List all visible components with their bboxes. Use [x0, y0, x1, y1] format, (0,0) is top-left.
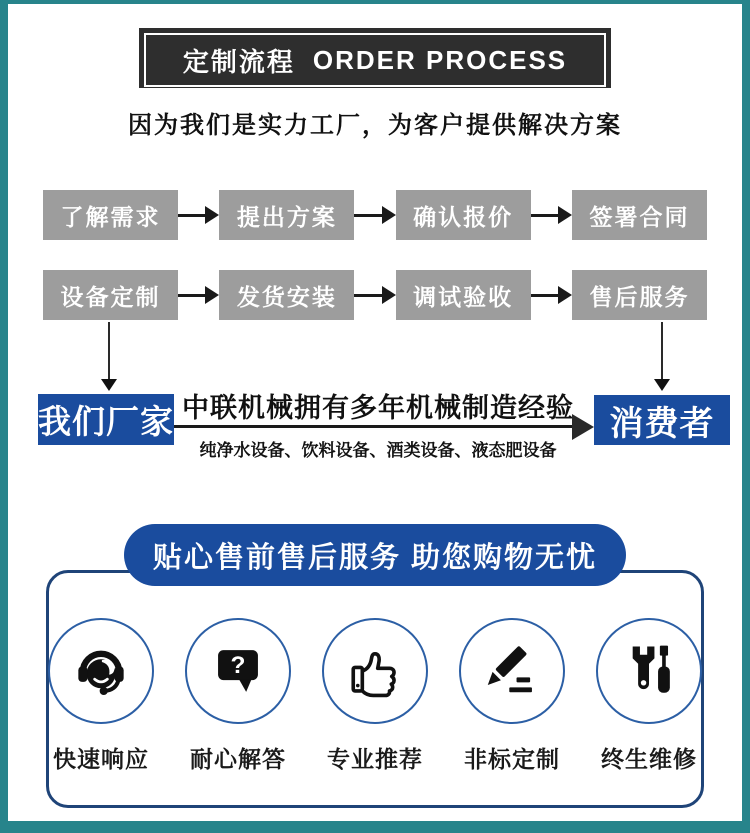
- order-process-banner: [139, 28, 611, 88]
- factory-consumer-band: [8, 322, 742, 467]
- services-title: 贴心售前售后服务 助您购物无忧: [124, 524, 626, 586]
- flow-step-sign-contract: 签署合同: [572, 190, 707, 240]
- arrow-right-icon: [178, 214, 205, 217]
- our-factory-box: 我们厂家: [38, 394, 174, 445]
- arrow-down-icon: [108, 322, 110, 380]
- pencil-custom-icon: [459, 618, 565, 724]
- service-item-pro-recommend: [320, 618, 430, 774]
- svg-text:?: ?: [230, 652, 246, 680]
- question-bubble-icon: [185, 618, 291, 724]
- services-section: [8, 524, 742, 808]
- arrow-right-icon: [354, 214, 381, 217]
- factory-subtitle: 因为我们是实力工厂，为客户提供解决方案: [128, 112, 622, 139]
- order-process-banner-inner: [144, 33, 606, 87]
- experience-text: 中联机械拥有多年机械制造经验: [182, 393, 574, 423]
- arrow-right-icon: [531, 294, 558, 297]
- equipment-list-text: 纯净水设备、饮料设备、酒类设备、液态肥设备: [199, 441, 557, 460]
- service-item-lifetime-repair: [594, 618, 704, 774]
- flow-step-ship-install: 发货安装: [219, 270, 354, 320]
- flow-step-debug-accept: 调试验收: [396, 270, 531, 320]
- services-features: [46, 618, 704, 774]
- headset-agent-icon: [48, 618, 154, 724]
- service-item-custom-design: [457, 618, 567, 774]
- service-label: 终生维修: [601, 746, 697, 772]
- consumer-box: 消费者: [594, 395, 730, 445]
- flow-step-propose-plan: 提出方案: [219, 190, 354, 240]
- flow-step-after-sales: 售后服务: [572, 270, 707, 320]
- service-label: 非标定制: [464, 746, 560, 772]
- service-label: 专业推荐: [327, 746, 423, 772]
- service-item-patient-answers: [183, 618, 293, 774]
- flow-step-equipment-custom: 设备定制: [43, 270, 178, 320]
- flow-step-confirm-quote: 确认报价: [396, 190, 531, 240]
- service-label: 快速响应: [53, 746, 149, 772]
- flow-step-understand-needs: 了解需求: [43, 190, 178, 240]
- arrow-right-icon: [178, 294, 205, 297]
- banner-title-zh: 定制流程: [182, 46, 295, 77]
- flow-row-2: [43, 270, 707, 320]
- thumbs-up-icon: [322, 618, 428, 724]
- flow-row-1: [43, 190, 707, 240]
- service-label: 耐心解答: [190, 746, 286, 772]
- arrow-right-icon: [174, 425, 572, 428]
- repair-tools-icon: [596, 618, 702, 724]
- arrow-right-icon: [531, 214, 558, 217]
- arrow-down-icon: [661, 322, 663, 380]
- service-item-fast-response: [46, 618, 156, 774]
- arrow-right-icon: [354, 294, 381, 297]
- banner-title-en: ORDER PROCESS: [312, 44, 568, 75]
